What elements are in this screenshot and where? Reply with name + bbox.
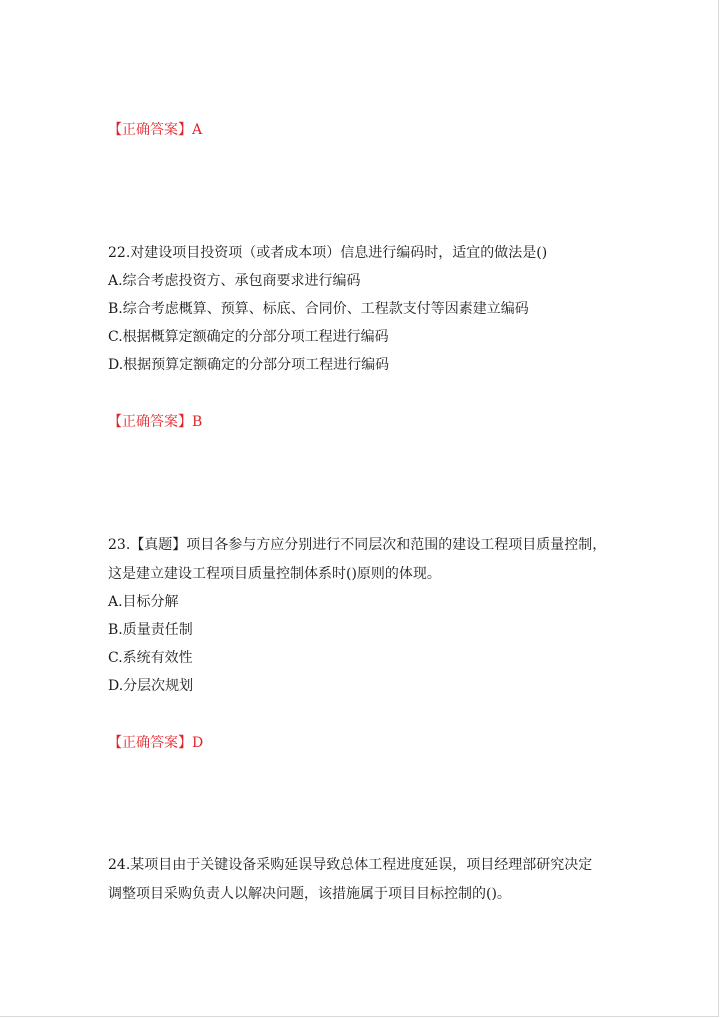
answer-23: 【正确答案】D [108,735,204,751]
question-23-option-a: A.目标分解 [108,594,179,610]
question-23-option-d: D.分层次规划 [108,678,194,694]
question-23-option-c: C.系统有效性 [108,650,193,666]
question-23-option-b: B.质量责任制 [108,622,193,638]
question-23-stem-line2: 这是建立建设工程项目质量控制体系时()原则的体现。 [108,566,441,582]
question-23-stem-line1: 23.【真题】项目各参与方应分别进行不同层次和范围的建设工程项目质量控制， [108,537,607,553]
question-22-option-b: B.综合考虑概算、预算、标底、合同价、工程款支付等因素建立编码 [108,301,529,317]
question-24-stem-line2: 调整项目采购负责人以解决问题，该措施属于项目目标控制的()。 [108,886,511,902]
question-24-stem-line1: 24.某项目由于关键设备采购延误导致总体工程进度延误，项目经理部研究决定 [108,857,593,873]
answer-22: 【正确答案】B [108,414,203,430]
question-22-option-c: C.根据概算定额确定的分部分项工程进行编码 [108,329,389,345]
answer-21: 【正确答案】A [108,122,203,138]
question-22-option-d: D.根据预算定额确定的分部分项工程进行编码 [108,357,390,373]
question-22-option-a: A.综合考虑投资方、承包商要求进行编码 [108,273,361,289]
question-22-stem: 22.对建设项目投资项（或者成本项）信息进行编码时，适宜的做法是() [108,245,548,261]
